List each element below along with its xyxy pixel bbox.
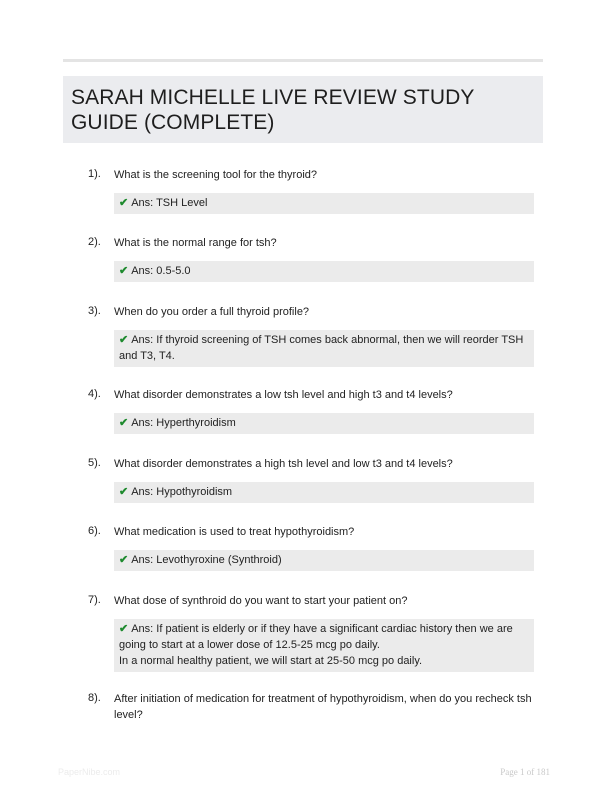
question-number: 2). [88, 236, 101, 248]
page-title: SARAH MICHELLE LIVE REVIEW STUDY GUIDE (COMPLETE) [71, 86, 475, 134]
check-icon: ✔ [119, 334, 129, 346]
question-number: 1). [88, 168, 101, 180]
answer-text-continued: In a normal healthy patient, we will start at 25-50 mcg po daily. [119, 655, 423, 667]
check-icon: ✔ [119, 554, 129, 566]
question-text: What dose of synthroid do you want to start your patient on? [114, 595, 408, 607]
check-icon: ✔ [119, 197, 129, 209]
question-number: 4). [88, 388, 101, 400]
answer-box [114, 261, 534, 282]
question-text: What is the screening tool for the thyroid? [114, 169, 317, 181]
answer-box [114, 193, 534, 214]
title-banner [63, 76, 543, 143]
answer-box [114, 330, 534, 367]
question-text: When do you order a full thyroid profile? [114, 306, 310, 318]
check-icon: ✔ [119, 417, 129, 429]
question-text: What medication is used to treat hypothyroidism? [114, 526, 355, 538]
answer-text: Ans: Hypothyroidism [131, 486, 233, 498]
answer-box [114, 550, 534, 571]
question-text: What disorder demonstrates a high tsh level and low t3 and t4 levels? [114, 458, 453, 470]
check-icon: ✔ [119, 265, 129, 277]
question-text: After initiation of medication for treatment of hypothyroidism, when do you recheck tsh level? [114, 693, 532, 721]
answer-text: Ans: If patient is elderly or if they have a significant cardiac history then we are going to start at a lower dose of 12.5-25 mcg po daily. [119, 623, 513, 651]
answer-box [114, 413, 534, 434]
question-number: 7). [88, 594, 101, 606]
answer-text: Ans: Hyperthyroidism [131, 417, 236, 429]
question-text: What is the normal range for tsh? [114, 237, 277, 249]
answer-box [114, 482, 534, 503]
answer-text: Ans: Levothyroxine (Synthroid) [131, 554, 282, 566]
answer-text: Ans: If thyroid screening of TSH comes back abnormal, then we will reorder TSH and T3, T4. [119, 334, 524, 362]
page-number: Page 1 of 181 [500, 767, 550, 777]
footer-watermark: PaperNibe.com [58, 767, 121, 777]
question-text: What disorder demonstrates a low tsh level and high t3 and t4 levels? [114, 389, 453, 401]
answer-text: Ans: TSH Level [131, 197, 208, 209]
question-number: 6). [88, 525, 101, 537]
answer-text: Ans: 0.5-5.0 [131, 265, 191, 277]
question-number: 8). [88, 692, 101, 704]
question-number: 5). [88, 457, 101, 469]
check-icon: ✔ [119, 486, 129, 498]
top-divider [63, 59, 543, 62]
answer-box [114, 619, 534, 672]
question-number: 3). [88, 305, 101, 317]
check-icon: ✔ [119, 623, 129, 635]
